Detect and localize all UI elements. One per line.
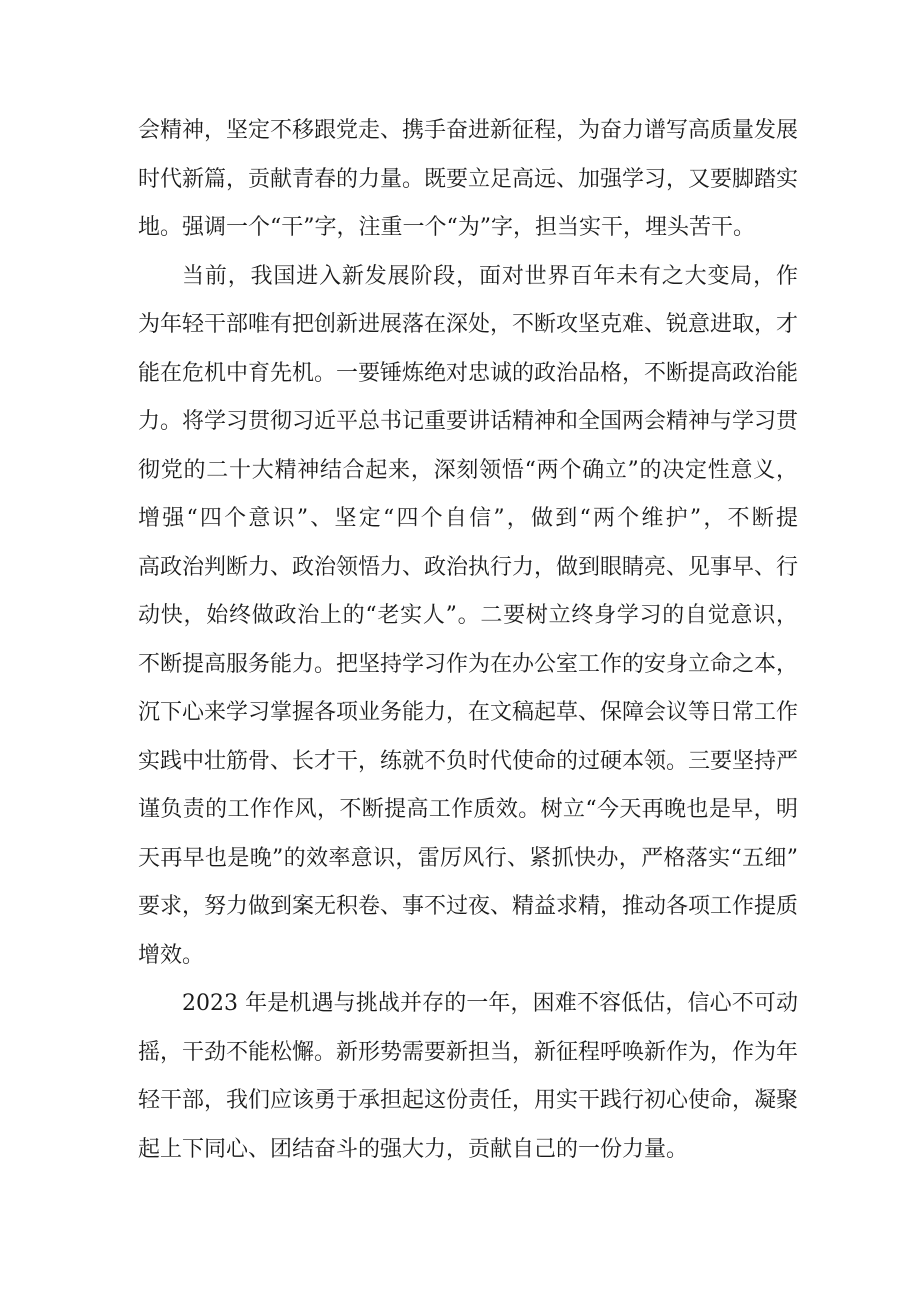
paragraph-2-line-12: 谨负责的工作作风，不断提高工作质效。树立“今天再晚也是早，明 <box>138 797 798 822</box>
paragraph-3-line-3: 轻干部，我们应该勇于承担起这份责任，用实干践行初心使命，凝聚 <box>138 1088 799 1113</box>
paragraph-1-line-2: 时代新篇，贡献青春的力量。既要立足高远、加强学习，又要脚踏实 <box>138 167 799 192</box>
paragraph-2-line-10: 沉下心来学习掌握各项业务能力，在文稿起草、保障会议等日常工作 <box>138 700 799 725</box>
paragraph-2-line-14: 要求，努力做到案无积卷、事不过夜、精益求精，推动各项工作提质 <box>138 894 799 919</box>
paragraph-2-line-13: 天再早也是晚”的效率意识，雷厉风行、紧抓快办，严格落实“五细” <box>138 846 798 871</box>
paragraph-2-line-1: 当前，我国进入新发展阶段，面对世界百年未有之大变局，作 <box>182 264 798 289</box>
paragraph-2-line-2: 为年轻干部唯有把创新进展落在深处，不断攻坚克难、锐意进取，才 <box>138 312 799 337</box>
paragraph-2-line-15: 增效。 <box>138 943 205 968</box>
paragraph-2-line-4: 力。将学习贯彻习近平总书记重要讲话精神和全国两会精神与学习贯 <box>138 409 799 434</box>
paragraph-2-line-9: 不断提高服务能力。把坚持学习作为在办公室工作的安身立命之本， <box>138 652 799 677</box>
paragraph-3-line-4: 起上下同心、团结奋斗的强大力，贡献自己的一份力量。 <box>138 1137 689 1162</box>
paragraph-3-line-1: 2023 年是机遇与挑战并存的一年，困难不容低估，信心不可动 <box>182 991 798 1016</box>
paragraph-2-line-7: 高政治判断力、政治领悟力、政治执行力，做到眼睛亮、见事早、行 <box>138 555 799 580</box>
paragraph-1-line-1: 会精神，坚定不移跟党走、携手奋进新征程，为奋力谱写高质量发展 <box>138 118 799 143</box>
paragraph-1-line-3: 地。强调一个“干”字，注重一个“为”字，担当实干，埋头苦干。 <box>138 215 755 240</box>
paragraph-2-line-5: 彻党的二十大精神结合起来，深刻领悟“两个确立”的决定性意义， <box>138 458 798 483</box>
paragraph-2-line-11: 实践中壮筋骨、长才干，练就不负时代使命的过硬本领。三要坚持严 <box>138 749 799 774</box>
paragraph-2-line-6: 增强“四个意识”、坚定“四个自信”，做到“两个维护”，不断提 <box>138 506 798 531</box>
paragraph-2-line-3: 能在危机中育先机。一要锤炼绝对忠诚的政治品格，不断提高政治能 <box>138 361 799 386</box>
paragraph-2-line-8: 动快，始终做政治上的“老实人”。二要树立终身学习的自觉意识， <box>138 603 798 628</box>
paragraph-3-line-2: 摇，干劲不能松懈。新形势需要新担当，新征程呼唤新作为，作为年 <box>138 1040 799 1065</box>
